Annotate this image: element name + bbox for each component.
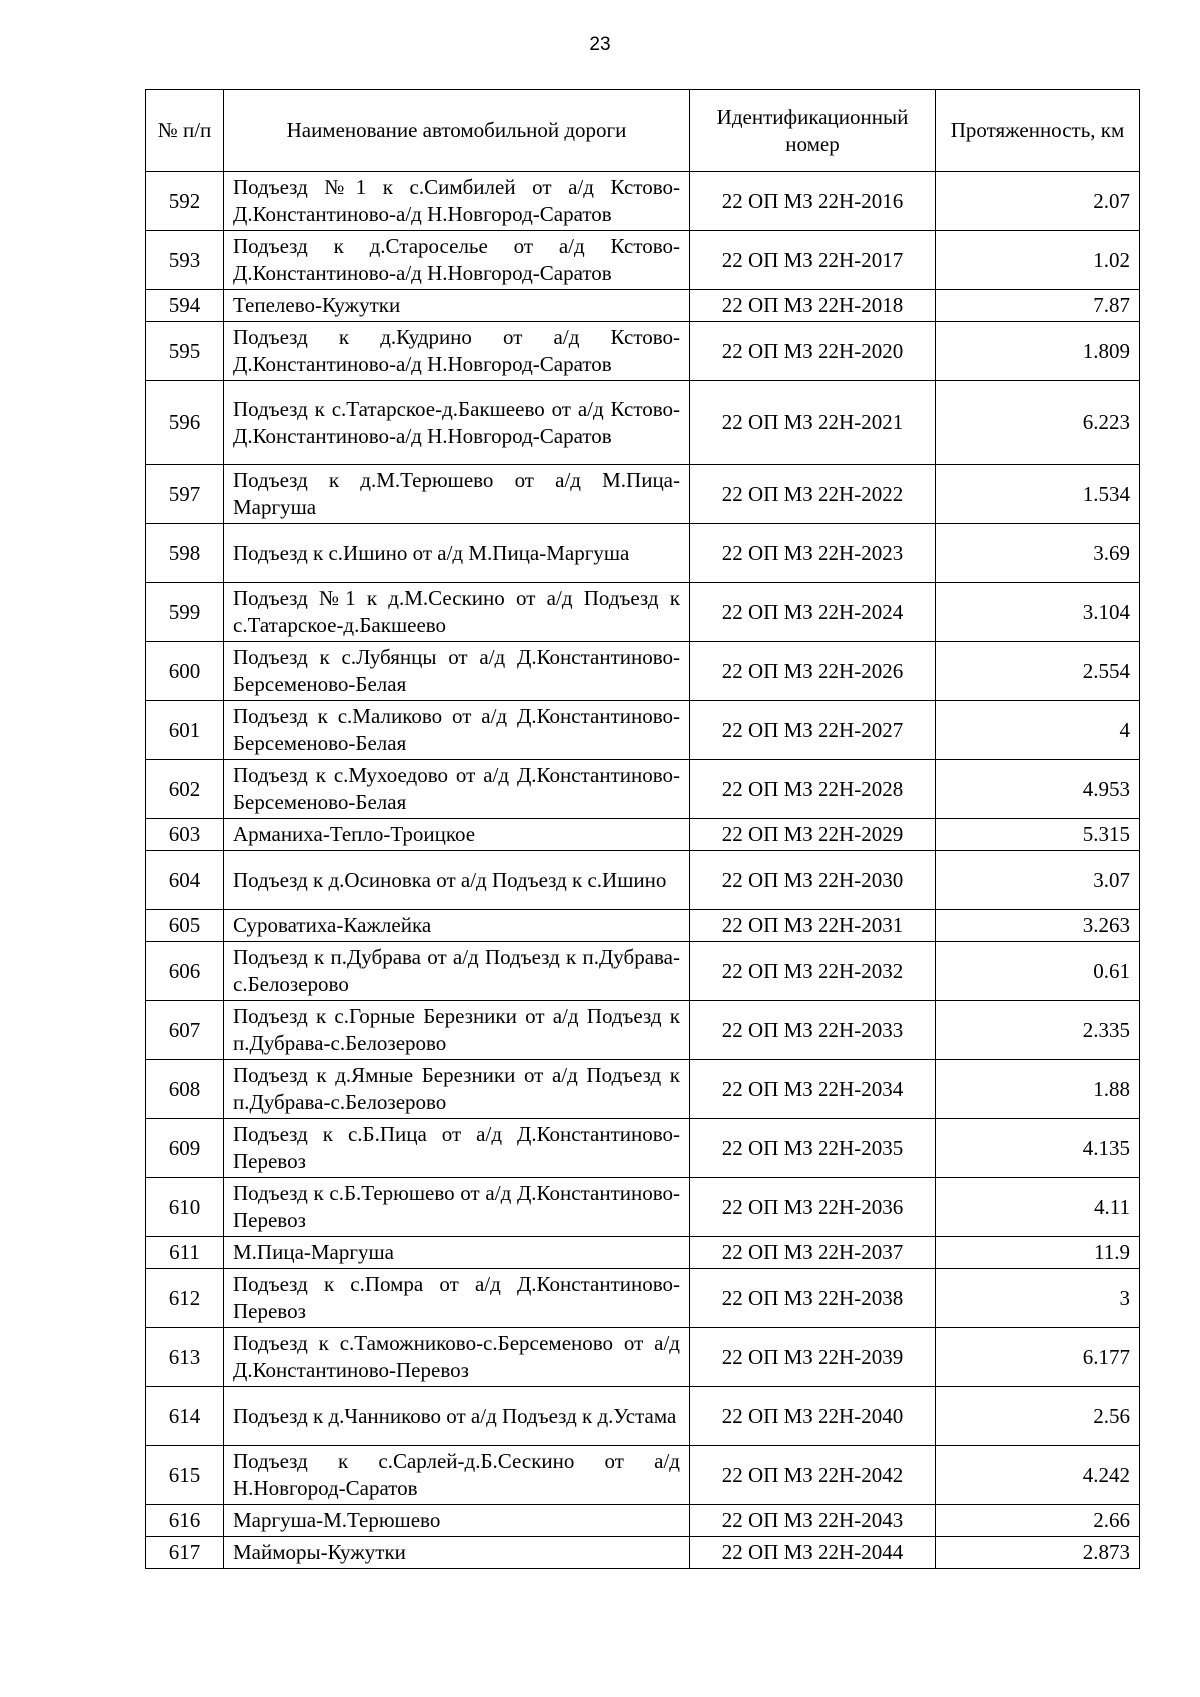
row-num: 597 [146, 465, 224, 524]
row-length: 6.177 [936, 1328, 1140, 1387]
row-num: 608 [146, 1060, 224, 1119]
row-num: 603 [146, 819, 224, 851]
row-length: 5.315 [936, 819, 1140, 851]
table-header-row [146, 90, 1140, 172]
row-length: 3.69 [936, 524, 1140, 583]
row-num: 595 [146, 322, 224, 381]
row-ident: 22 ОП МЗ 22Н-2028 [690, 760, 936, 819]
row-name: Подъезд к с.Сарлей-д.Б.Сескино от а/д Н.Новгород-Саратов [224, 1446, 690, 1505]
row-ident: 22 ОП МЗ 22Н-2020 [690, 322, 936, 381]
row-name: Арманиха-Тепло-Троицкое [224, 819, 690, 851]
row-length: 6.223 [936, 381, 1140, 465]
row-name: Подъезд к с.Таможниково-с.Берсеменово от а/д Д.Константиново-Перевоз [224, 1328, 690, 1387]
row-length: 4.135 [936, 1119, 1140, 1178]
table-row [146, 1387, 1140, 1446]
row-ident: 22 ОП МЗ 22Н-2043 [690, 1505, 936, 1537]
row-ident: 22 ОП МЗ 22Н-2034 [690, 1060, 936, 1119]
table-row [146, 942, 1140, 1001]
row-length: 1.809 [936, 322, 1140, 381]
row-ident: 22 ОП МЗ 22Н-2044 [690, 1537, 936, 1569]
table-row [146, 1505, 1140, 1537]
row-ident: 22 ОП МЗ 22Н-2022 [690, 465, 936, 524]
row-ident: 22 ОП МЗ 22Н-2042 [690, 1446, 936, 1505]
row-length: 4.953 [936, 760, 1140, 819]
row-ident: 22 ОП МЗ 22Н-2026 [690, 642, 936, 701]
row-length: 1.88 [936, 1060, 1140, 1119]
row-name: Подъезд №1 к д.М.Сескино от а/д Подъезд к с.Татарское-д.Бакшеево [224, 583, 690, 642]
row-ident: 22 ОП МЗ 22Н-2037 [690, 1237, 936, 1269]
roads-table [145, 89, 1140, 1569]
row-name: Маргуша-М.Терюшево [224, 1505, 690, 1537]
table-row [146, 1060, 1140, 1119]
row-num: 615 [146, 1446, 224, 1505]
row-name: Подъезд к с.Б.Терюшево от а/д Д.Константиново-Перевоз [224, 1178, 690, 1237]
row-length: 3.263 [936, 910, 1140, 942]
table-row [146, 1237, 1140, 1269]
row-name: Подъезд к с.Помра от а/д Д.Константиново-Перевоз [224, 1269, 690, 1328]
row-length: 11.9 [936, 1237, 1140, 1269]
header-name: Наименование автомобильной дороги [224, 90, 690, 172]
row-ident: 22 ОП МЗ 22Н-2030 [690, 851, 936, 910]
row-ident: 22 ОП МЗ 22Н-2021 [690, 381, 936, 465]
page-number: 23 [589, 34, 611, 55]
row-length: 2.554 [936, 642, 1140, 701]
row-length: 3.104 [936, 583, 1140, 642]
row-length: 3.07 [936, 851, 1140, 910]
row-length: 4.11 [936, 1178, 1140, 1237]
table-row [146, 1328, 1140, 1387]
row-num: 614 [146, 1387, 224, 1446]
row-name: Майморы-Кужутки [224, 1537, 690, 1569]
row-num: 599 [146, 583, 224, 642]
row-name: Подъезд к д.Ямные Березники от а/д Подъезд к п.Дубрава-с.Белозерово [224, 1060, 690, 1119]
row-num: 592 [146, 172, 224, 231]
row-name: Тепелево-Кужутки [224, 290, 690, 322]
row-ident: 22 ОП МЗ 22Н-2017 [690, 231, 936, 290]
row-name: Подъезд №1 к с.Симбилей от а/д Кстово-Д.Константиново-а/д Н.Новгород-Саратов [224, 172, 690, 231]
table-row [146, 231, 1140, 290]
row-num: 601 [146, 701, 224, 760]
row-num: 607 [146, 1001, 224, 1060]
table-row [146, 1119, 1140, 1178]
table-row [146, 1446, 1140, 1505]
table-row [146, 172, 1140, 231]
table-row [146, 910, 1140, 942]
row-length: 3 [936, 1269, 1140, 1328]
table-row [146, 760, 1140, 819]
table-row [146, 642, 1140, 701]
row-ident: 22 ОП МЗ 22Н-2016 [690, 172, 936, 231]
row-num: 611 [146, 1237, 224, 1269]
row-num: 606 [146, 942, 224, 1001]
row-name: Подъезд к с.Татарское-д.Бакшеево от а/д Кстово-Д.Константиново-а/д Н.Новгород-Саратов [224, 381, 690, 465]
table-row [146, 583, 1140, 642]
row-name: Подъезд к д.М.Терюшево от а/д М.Пица-Маргуша [224, 465, 690, 524]
row-name: Подъезд к д.Осиновка от а/д Подъезд к с.Ишино [224, 851, 690, 910]
row-length: 4 [936, 701, 1140, 760]
row-num: 617 [146, 1537, 224, 1569]
row-num: 604 [146, 851, 224, 910]
row-num: 609 [146, 1119, 224, 1178]
row-ident: 22 ОП МЗ 22Н-2023 [690, 524, 936, 583]
row-name: Подъезд к д.Кудрино от а/д Кстово-Д.Константиново-а/д Н.Новгород-Саратов [224, 322, 690, 381]
row-ident: 22 ОП МЗ 22Н-2032 [690, 942, 936, 1001]
row-num: 616 [146, 1505, 224, 1537]
row-name: Подъезд к п.Дубрава от а/д Подъезд к п.Дубрава-с.Белозерово [224, 942, 690, 1001]
row-length: 1.534 [936, 465, 1140, 524]
row-length: 4.242 [936, 1446, 1140, 1505]
row-num: 594 [146, 290, 224, 322]
row-num: 610 [146, 1178, 224, 1237]
row-ident: 22 ОП МЗ 22Н-2018 [690, 290, 936, 322]
table-row [146, 1269, 1140, 1328]
row-name: Подъезд к с.Ишино от а/д М.Пица-Маргуша [224, 524, 690, 583]
table-row [146, 322, 1140, 381]
row-length: 2.335 [936, 1001, 1140, 1060]
row-ident: 22 ОП МЗ 22Н-2029 [690, 819, 936, 851]
row-num: 596 [146, 381, 224, 465]
row-length: 7.87 [936, 290, 1140, 322]
table-row [146, 290, 1140, 322]
row-length: 2.07 [936, 172, 1140, 231]
table-row [146, 701, 1140, 760]
row-ident: 22 ОП МЗ 22Н-2033 [690, 1001, 936, 1060]
row-num: 613 [146, 1328, 224, 1387]
row-name: Подъезд к с.Маликово от а/д Д.Константиново-Берсеменово-Белая [224, 701, 690, 760]
row-ident: 22 ОП МЗ 22Н-2039 [690, 1328, 936, 1387]
table-row [146, 819, 1140, 851]
row-ident: 22 ОП МЗ 22Н-2031 [690, 910, 936, 942]
table-row [146, 1001, 1140, 1060]
row-num: 598 [146, 524, 224, 583]
row-name: Суроватиха-Кажлейка [224, 910, 690, 942]
row-name: Подъезд к с.Горные Березники от а/д Подъезд к п.Дубрава-с.Белозерово [224, 1001, 690, 1060]
row-ident: 22 ОП МЗ 22Н-2024 [690, 583, 936, 642]
row-ident: 22 ОП МЗ 22Н-2027 [690, 701, 936, 760]
row-num: 602 [146, 760, 224, 819]
row-num: 600 [146, 642, 224, 701]
table-row [146, 381, 1140, 465]
row-num: 593 [146, 231, 224, 290]
table-row [146, 465, 1140, 524]
row-length: 2.66 [936, 1505, 1140, 1537]
row-name: Подъезд к с.Б.Пица от а/д Д.Константиново-Перевоз [224, 1119, 690, 1178]
table-row [146, 851, 1140, 910]
header-ident: Идентификационный номер [690, 90, 936, 172]
row-num: 612 [146, 1269, 224, 1328]
row-ident: 22 ОП МЗ 22Н-2036 [690, 1178, 936, 1237]
header-length: Протяженность, км [936, 90, 1140, 172]
row-name: Подъезд к с.Лубянцы от а/д Д.Константиново-Берсеменово-Белая [224, 642, 690, 701]
row-num: 605 [146, 910, 224, 942]
row-ident: 22 ОП МЗ 22Н-2035 [690, 1119, 936, 1178]
row-length: 1.02 [936, 231, 1140, 290]
table-row [146, 1178, 1140, 1237]
header-num: № п/п [146, 90, 224, 172]
row-length: 2.56 [936, 1387, 1140, 1446]
row-length: 2.873 [936, 1537, 1140, 1569]
table-row [146, 524, 1140, 583]
row-name: Подъезд к д.Чанниково от а/д Подъезд к д.Устама [224, 1387, 690, 1446]
row-name: Подъезд к с.Мухоедово от а/д Д.Константиново-Берсеменово-Белая [224, 760, 690, 819]
row-length: 0.61 [936, 942, 1140, 1001]
row-name: М.Пица-Маргуша [224, 1237, 690, 1269]
row-ident: 22 ОП МЗ 22Н-2040 [690, 1387, 936, 1446]
row-name: Подъезд к д.Староселье от а/д Кстово-Д.Константиново-а/д Н.Новгород-Саратов [224, 231, 690, 290]
row-ident: 22 ОП МЗ 22Н-2038 [690, 1269, 936, 1328]
table-row [146, 1537, 1140, 1569]
